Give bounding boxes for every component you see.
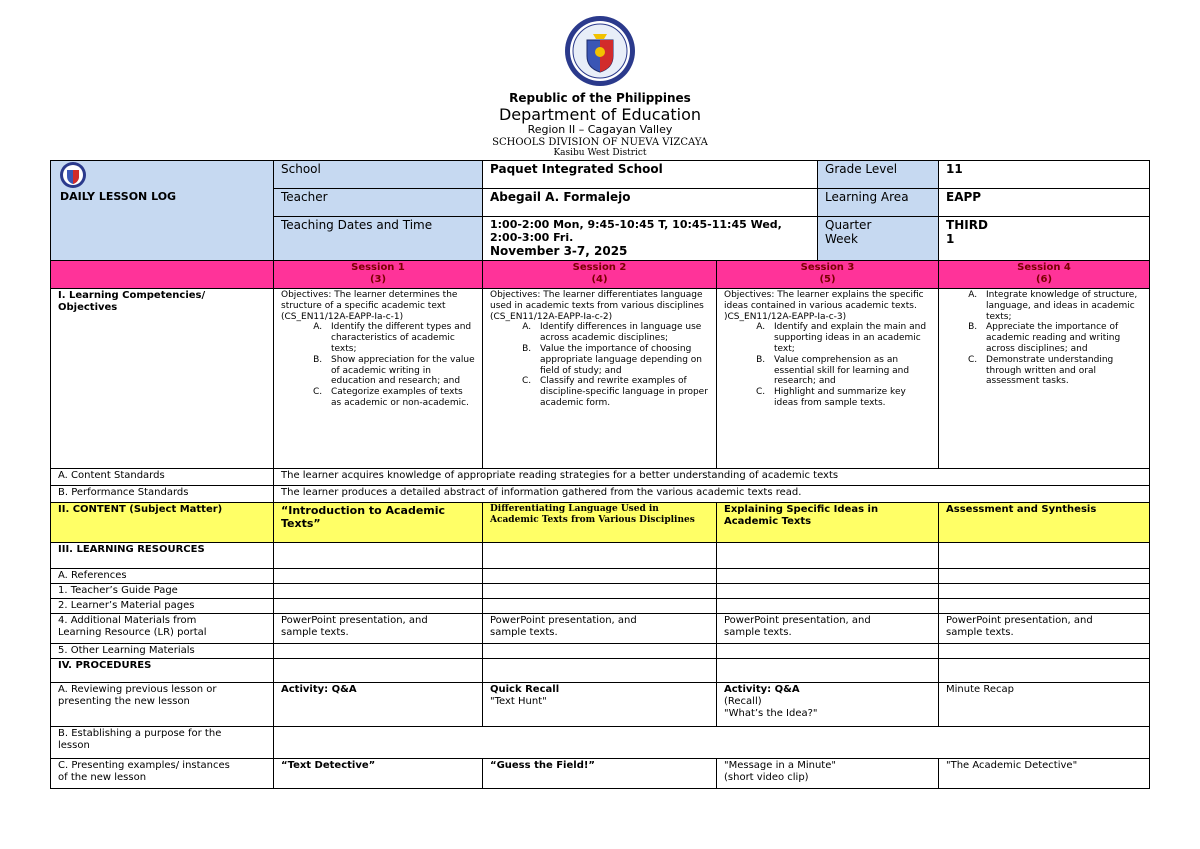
procedure-a-session-2-sub: "Text Hunt" bbox=[490, 696, 547, 707]
procedure-a-session-4: Minute Recap bbox=[939, 683, 1150, 727]
session-2-materials bbox=[483, 614, 717, 644]
session-4-num: (6) bbox=[1035, 274, 1053, 285]
learning-area-label: Learning Area bbox=[818, 189, 939, 217]
session-1-objective-list bbox=[281, 322, 475, 408]
procedure-c-label bbox=[51, 759, 274, 789]
region-heading: Region II – Cagayan Valley bbox=[527, 123, 673, 137]
session-1-materials bbox=[274, 614, 483, 644]
session-4-objective-c: C. Demonstrate understanding through written and oral assessment tasks. bbox=[980, 355, 1142, 387]
week-value: 1 bbox=[946, 232, 955, 247]
division-heading: SCHOOLS DIVISION OF NUEVA VIZCAYA bbox=[492, 136, 708, 148]
dates-line-2: 2:00-3:00 Fri. bbox=[490, 231, 574, 245]
procedure-c-line-2: of the new lesson bbox=[58, 772, 147, 783]
session-3-objective-b: B. Value comprehension as an essential skill for learning and research; and bbox=[768, 355, 931, 387]
teacher-label: Teacher bbox=[274, 189, 483, 217]
grade-level-label: Grade Level bbox=[818, 161, 939, 189]
procedure-a-session-2-title: Quick Recall bbox=[490, 684, 560, 695]
teaching-dates-value bbox=[483, 217, 818, 261]
session-1-objectives bbox=[274, 289, 483, 469]
session-1-num: (3) bbox=[369, 274, 387, 285]
session-4-materials-line-2: sample texts. bbox=[946, 627, 1014, 638]
teacher-value: Abegail A. Formalejo bbox=[483, 189, 818, 217]
session-1-objectives-intro: Objectives: The learner determines the structure of a specific academic text (CS_EN11/12A-EAPP-Ia-c-1) bbox=[281, 290, 458, 322]
session-2-objectives-intro: Objectives: The learner differentiates language used in academic texts from various disciplines (CS_EN11/12A-EAPP-Ia-c-2) bbox=[490, 290, 704, 322]
procedure-c-session-2: “Guess the Field!” bbox=[483, 759, 717, 789]
district-heading: Kasibu West District bbox=[553, 148, 647, 159]
deped-logo-icon bbox=[59, 161, 87, 189]
session-2-num: (4) bbox=[591, 274, 608, 285]
dll-title: DAILY LESSON LOG bbox=[60, 190, 177, 203]
session-1-materials-line-2: sample texts. bbox=[281, 627, 349, 638]
procedure-b-value bbox=[274, 727, 1150, 759]
quarter-week-value bbox=[939, 217, 1150, 261]
session-3-materials-line-1: PowerPoint presentation, and bbox=[724, 615, 871, 626]
session-2-content: Differentiating Language Used in Academic Texts from Various Disciplines bbox=[483, 503, 717, 543]
procedure-a-session-2 bbox=[483, 683, 717, 727]
session-3-num: (5) bbox=[819, 274, 836, 285]
procedure-c-line-1: C. Presenting examples/ instances bbox=[58, 760, 230, 771]
additional-materials-line-2: Learning Resource (LR) portal bbox=[58, 627, 207, 638]
session-4-content: Assessment and Synthesis bbox=[939, 503, 1150, 543]
session-4-materials-line-1: PowerPoint presentation, and bbox=[946, 615, 1093, 626]
additional-materials-label bbox=[51, 614, 274, 644]
deped-seal-icon bbox=[563, 14, 637, 88]
session-2-objectives bbox=[483, 289, 717, 469]
session-1-objective-c: C. Categorize examples of texts as academic or non-academic. bbox=[325, 387, 475, 409]
procedure-b-line-2: lesson bbox=[58, 740, 90, 751]
other-materials-label: 5. Other Learning Materials bbox=[51, 644, 274, 659]
session-1-materials-line-1: PowerPoint presentation, and bbox=[281, 615, 428, 626]
session-4-objective-list bbox=[946, 290, 1142, 387]
procedure-c-session-1: “Text Detective” bbox=[274, 759, 483, 789]
session-header-blank bbox=[51, 261, 274, 289]
procedure-c-session-4: "The Academic Detective" bbox=[939, 759, 1150, 789]
session-4-title: Session 4 bbox=[1017, 262, 1071, 273]
dates-line-3: November 3-7, 2025 bbox=[490, 244, 628, 259]
session-2-title: Session 2 bbox=[572, 262, 627, 273]
quarter-value: THIRD bbox=[946, 218, 988, 232]
session-3-objectives-intro: Objectives: The learner explains the specific ideas contained in various academic texts. )CS_EN11/12A-EAPP-Ia-c-3) bbox=[724, 290, 924, 322]
session-4-objective-b: B. Appreciate the importance of academic reading and writing across disciplines; and bbox=[980, 322, 1142, 354]
session-1-objective-a: A. Identify the different types and characteristics of academic texts; bbox=[325, 322, 475, 354]
procedure-c-session-3 bbox=[717, 759, 939, 789]
learning-resources-label: III. LEARNING RESOURCES bbox=[51, 543, 274, 569]
teachers-guide-label: 1. Teacher’s Guide Page bbox=[51, 584, 274, 599]
school-value: Paquet Integrated School bbox=[483, 161, 818, 189]
page-header bbox=[0, 14, 1200, 159]
learners-material-label: 2. Learner’s Material pages bbox=[51, 599, 274, 614]
content-standards-value: The learner acquires knowledge of appropriate reading strategies for a better understanding of academic texts bbox=[274, 469, 1150, 486]
procedure-a-session-3-sub-2: "What’s the Idea?" bbox=[724, 708, 818, 719]
dates-line-1: 1:00-2:00 Mon, 9:45-10:45 T, 10:45-11:45 Wed, bbox=[490, 218, 782, 231]
session-2-materials-line-1: PowerPoint presentation, and bbox=[490, 615, 637, 626]
session-2-objective-list bbox=[490, 322, 709, 408]
procedure-c-session-3-line-1: "Message in a Minute" bbox=[724, 760, 836, 771]
session-3-objective-a: A. Identify and explain the main and supporting ideas in an academic text; bbox=[768, 322, 931, 354]
procedure-a-session-3-sub-1: (Recall) bbox=[724, 696, 762, 707]
additional-materials-line-1: 4. Additional Materials from bbox=[58, 615, 197, 626]
school-label: School bbox=[274, 161, 483, 189]
session-1-title: Session 1 bbox=[351, 262, 405, 273]
competencies-label-line-1: I. Learning Competencies/ bbox=[58, 290, 206, 301]
session-3-materials-line-2: sample texts. bbox=[724, 627, 792, 638]
references-label: A. References bbox=[51, 569, 274, 584]
session-3-materials bbox=[717, 614, 939, 644]
session-3-objective-c: C. Highlight and summarize key ideas from sample texts. bbox=[768, 387, 931, 409]
session-3-objectives bbox=[717, 289, 939, 469]
session-2-materials-line-2: sample texts. bbox=[490, 627, 558, 638]
procedure-a-line-1: A. Reviewing previous lesson or bbox=[58, 684, 217, 695]
session-4-materials bbox=[939, 614, 1150, 644]
week-label: Week bbox=[825, 232, 858, 247]
performance-standards-value: The learner produces a detailed abstract of information gathered from the various academic texts read. bbox=[274, 486, 1150, 503]
session-1-objective-b: B. Show appreciation for the value of academic writing in education and research; and bbox=[325, 355, 475, 387]
performance-standards-label: B. Performance Standards bbox=[51, 486, 274, 503]
competencies-label-line-2: Objectives bbox=[58, 302, 118, 313]
session-2-objective-b: B. Value the importance of choosing appropriate language depending on field of study; and bbox=[534, 344, 709, 376]
session-4-objective-a: A. Integrate knowledge of structure, language, and ideas in academic texts; bbox=[980, 290, 1142, 322]
session-3-content: Explaining Specific Ideas in Academic Texts bbox=[717, 503, 939, 543]
procedures-label: IV. PROCEDURES bbox=[51, 659, 274, 683]
department-heading: Department of Education bbox=[498, 104, 702, 124]
daily-lesson-log-table bbox=[50, 160, 1150, 789]
session-4-header bbox=[939, 261, 1150, 289]
procedure-a-session-3 bbox=[717, 683, 939, 727]
learning-area-value: EAPP bbox=[939, 189, 1150, 217]
quarter-week-label bbox=[818, 217, 939, 261]
session-2-header bbox=[483, 261, 717, 289]
republic-heading: Republic of the Philippines bbox=[509, 91, 691, 105]
dll-title-cell bbox=[51, 161, 274, 261]
procedure-a-label bbox=[51, 683, 274, 727]
session-4-objectives bbox=[939, 289, 1150, 469]
session-2-objective-a: A. Identify differences in language use across academic disciplines; bbox=[534, 322, 709, 344]
grade-level-value: 11 bbox=[939, 161, 1150, 189]
session-header-row bbox=[51, 261, 1150, 289]
procedure-b-label bbox=[51, 727, 274, 759]
procedure-a-line-2: presenting the new lesson bbox=[58, 696, 190, 707]
competencies-label bbox=[51, 289, 274, 469]
session-1-header bbox=[274, 261, 483, 289]
procedure-a-session-1: Activity: Q&A bbox=[274, 683, 483, 727]
content-label: II. CONTENT (Subject Matter) bbox=[51, 503, 274, 543]
content-standards-label: A. Content Standards bbox=[51, 469, 274, 486]
session-2-objective-c: C. Classify and rewrite examples of discipline-specific language in proper academic form. bbox=[534, 376, 709, 408]
procedure-c-session-3-line-2: (short video clip) bbox=[724, 772, 809, 783]
session-3-header bbox=[717, 261, 939, 289]
session-3-objective-list bbox=[724, 322, 931, 408]
session-1-content: “Introduction to Academic Texts” bbox=[274, 503, 483, 543]
procedure-a-session-3-title: Activity: Q&A bbox=[724, 684, 800, 695]
quarter-label: Quarter bbox=[825, 218, 872, 232]
teaching-dates-label: Teaching Dates and Time bbox=[274, 217, 483, 261]
procedure-b-line-1: B. Establishing a purpose for the bbox=[58, 728, 222, 739]
session-3-title: Session 3 bbox=[800, 262, 855, 273]
